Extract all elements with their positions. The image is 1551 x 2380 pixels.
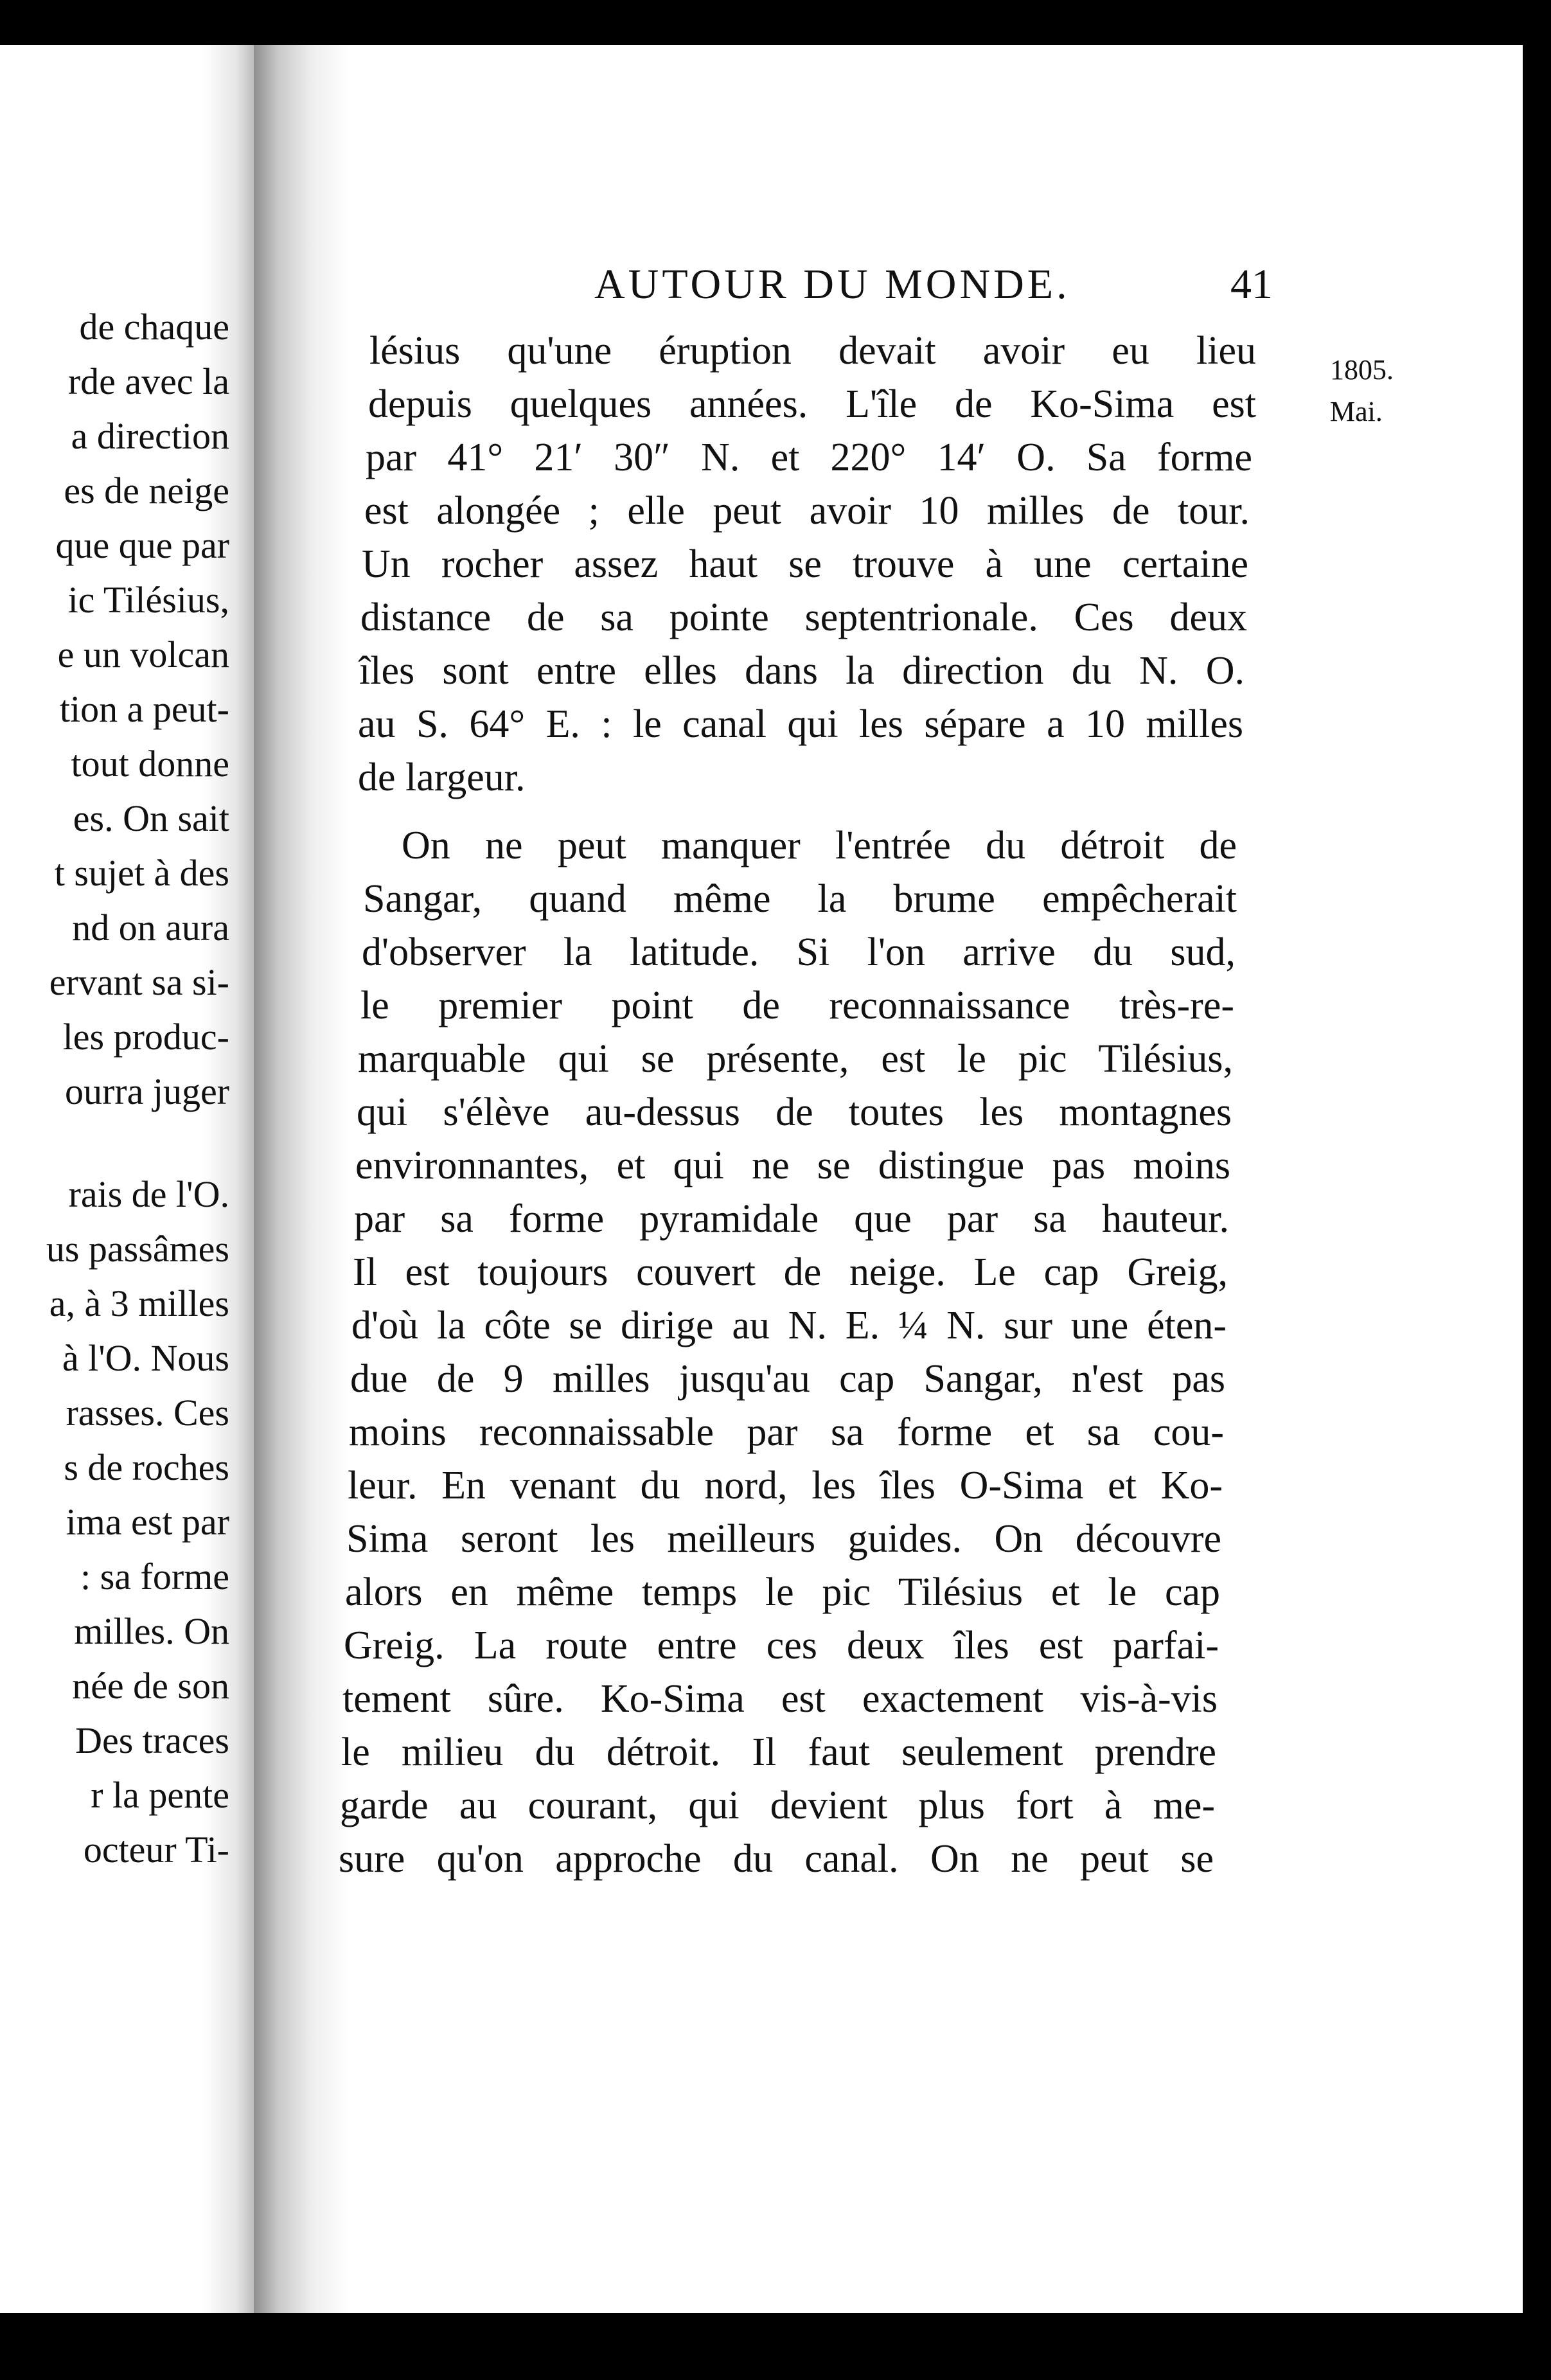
text-line: d'observer la latitude. Si l'on arrive du sud, — [362, 930, 1236, 974]
previous-page — [0, 45, 254, 2313]
text-line: garde au courant, qui devient plus fort à me- — [340, 1784, 1215, 1827]
left-page-line: us passâmes — [46, 1228, 229, 1270]
left-page-line: : sa forme — [80, 1556, 229, 1597]
left-page-line: octeur Ti- — [83, 1829, 229, 1870]
text-line: depuis quelques années. L'île de Ko-Sima est — [368, 382, 1256, 426]
text-line: distance de sa pointe septentrionale. Ces deux — [360, 596, 1247, 639]
text-line: marquable qui se présente, est le pic Tilésius, — [358, 1037, 1233, 1081]
text-line: au S. 64° E. : le canal qui les sépare a 10 milles — [358, 702, 1243, 746]
text-line: Greig. La route entre ces deux îles est parfai- — [344, 1624, 1219, 1667]
left-page-line: r la pente — [91, 1774, 229, 1816]
text-line: de largeur. — [358, 756, 526, 799]
text-line: environnantes, et qui ne se distingue pas moins — [355, 1144, 1230, 1187]
text-line: par sa forme pyramidale que par sa hauteur. — [354, 1197, 1229, 1241]
left-page-line: milles. On — [74, 1610, 229, 1652]
text-line: par 41° 21′ 30″ N. et 220° 14′ O. Sa forme — [366, 436, 1252, 479]
left-page-line: nd on aura — [72, 907, 229, 948]
left-page-line: a, à 3 milles — [49, 1283, 229, 1324]
book-gutter — [254, 45, 350, 2313]
text-line: On ne peut manquer l'entrée du détroit de — [402, 824, 1237, 867]
text-line: lésius qu'une éruption devait avoir eu lieu — [369, 329, 1256, 373]
left-page-line: les produc- — [62, 1016, 229, 1058]
text-line: alors en même temps le pic Tilésius et le cap — [345, 1570, 1220, 1614]
text-line: sure qu'on approche du canal. On ne peut se — [339, 1837, 1214, 1881]
left-page-line: rais de l'O. — [68, 1173, 229, 1215]
left-page-line: es. On sait — [73, 797, 229, 839]
text-line: moins reconnaissable par sa forme et sa cou- — [349, 1410, 1224, 1454]
left-page-line: ervant sa si- — [49, 961, 229, 1003]
left-page-line: que que par — [55, 524, 229, 566]
text-line: d'où la côte se dirige au N. E. ¼ N. sur une éten- — [351, 1304, 1227, 1347]
margin-note-month: Mai. — [1330, 396, 1383, 427]
text-line: tement sûre. Ko-Sima est exactement vis-à-vis — [342, 1677, 1218, 1721]
left-page-line: tion a peut- — [59, 688, 229, 730]
text-line: leur. En venant du nord, les îles O-Sima et Ko- — [348, 1464, 1223, 1507]
running-head: AUTOUR DU MONDE. — [594, 261, 1070, 308]
left-page-line: de chaque — [79, 306, 229, 348]
left-page-line: a direction — [71, 415, 229, 457]
left-page-line: es de neige — [64, 470, 229, 511]
text-line: le premier point de reconnaissance très-re- — [360, 984, 1234, 1027]
text-line: qui s'élève au-dessus de toutes les montagnes — [357, 1090, 1232, 1134]
current-page — [339, 45, 1523, 2313]
text-line: le milieu du détroit. Il faut seulement prendre — [341, 1730, 1216, 1774]
left-page-line: tout donne — [71, 743, 229, 785]
left-page-line: s de roches — [64, 1446, 229, 1488]
left-page-line: née de son — [72, 1665, 229, 1707]
left-page-line: e un volcan — [57, 634, 229, 675]
text-line: est alongée ; elle peut avoir 10 milles de tour. — [364, 489, 1250, 533]
left-page-line: rde avec la — [67, 360, 229, 402]
left-page-line: rasses. Ces — [66, 1392, 229, 1434]
left-page-line: t sujet à des — [54, 852, 229, 894]
text-line: due de 9 milles jusqu'au cap Sangar, n'est pas — [350, 1357, 1225, 1401]
left-page-line: ourra juger — [64, 1070, 229, 1112]
left-page-line: ima est par — [66, 1501, 229, 1543]
text-line: Sangar, quand même la brume empêcherait — [363, 877, 1237, 921]
text-line: Il est toujours couvert de neige. Le cap Greig, — [353, 1250, 1228, 1294]
left-page-line: ic Tilésius, — [67, 579, 229, 621]
left-page-line: à l'O. Nous — [62, 1337, 229, 1379]
page-number: 41 — [1230, 261, 1273, 308]
text-line: Un rocher assez haut se trouve à une certaine — [362, 542, 1248, 586]
left-page-line: Des traces — [75, 1719, 229, 1761]
text-line: Sima seront les meilleurs guides. On découvre — [346, 1517, 1221, 1561]
text-line: îles sont entre elles dans la direction du N. O. — [359, 649, 1245, 693]
margin-note-year: 1805. — [1330, 354, 1394, 386]
